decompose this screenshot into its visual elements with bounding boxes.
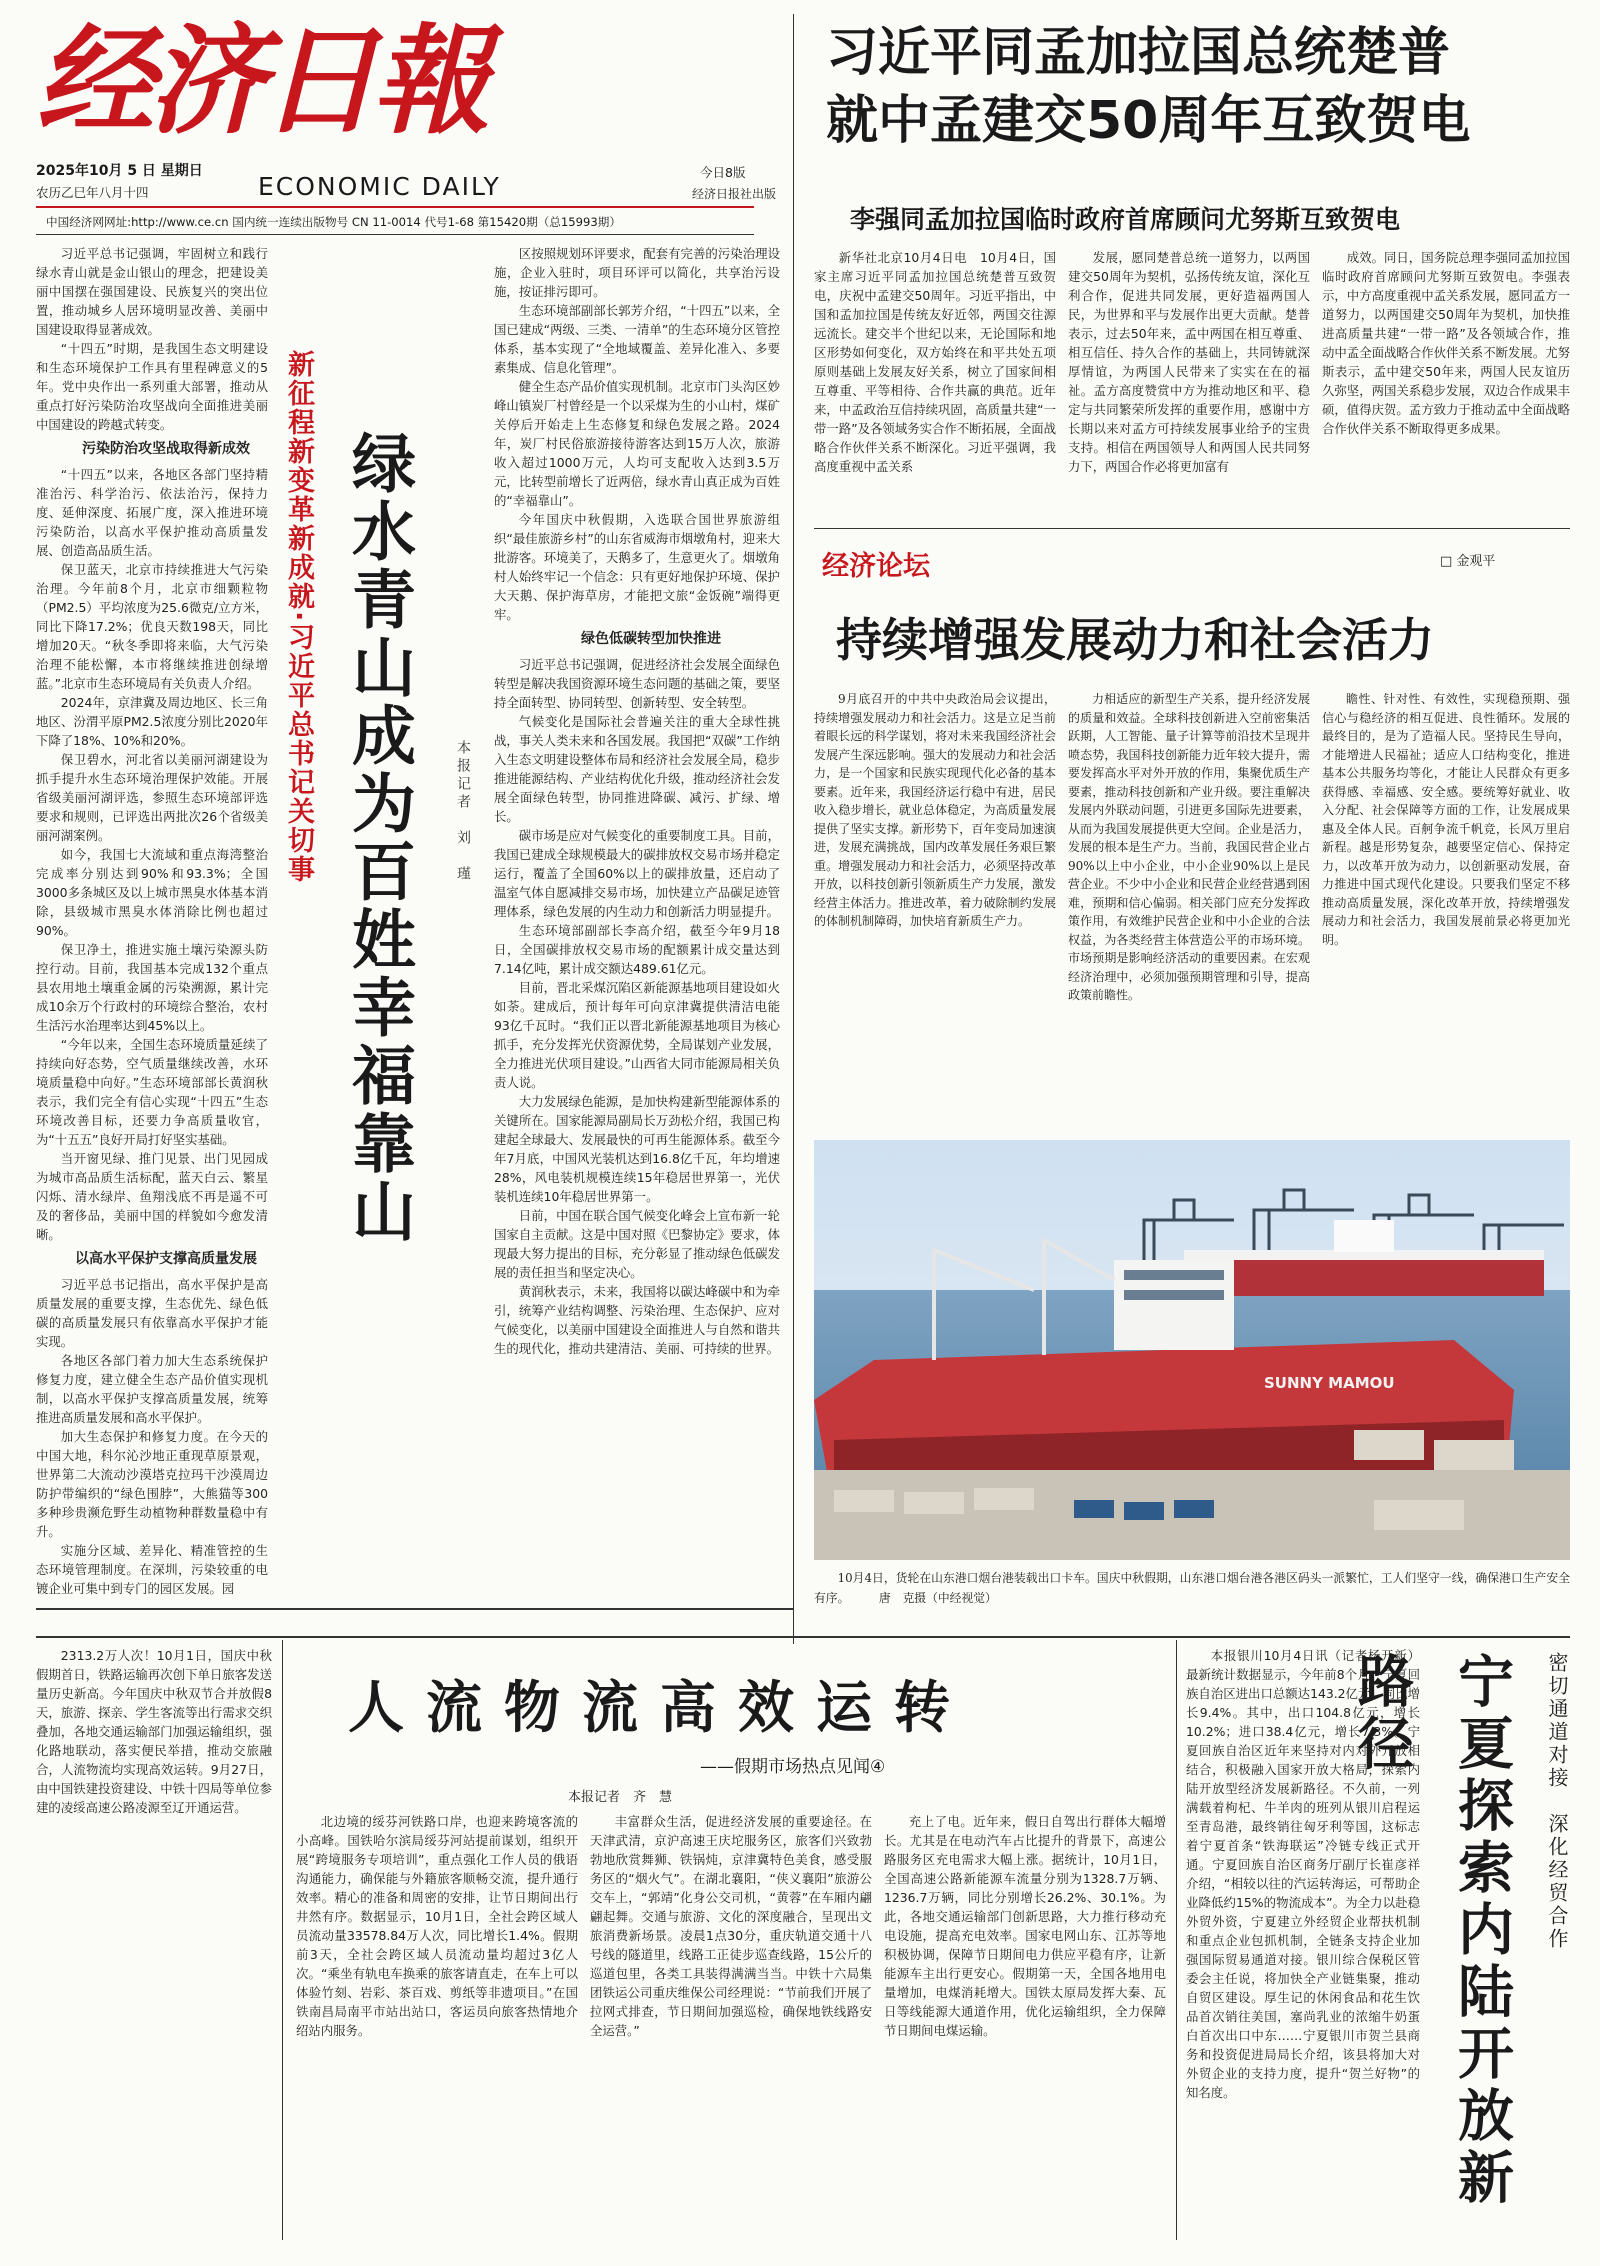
section-subhead: 绿色低碳转型加快推进 bbox=[581, 631, 721, 647]
traffic-subheadline: ——假期市场热点见闻④ bbox=[700, 1757, 886, 1777]
paragraph: 保卫蓝天，北京市持续推进大气污染治理。今年前8个月，北京市细颗粒物（PM2.5）平均浓度为25.6微克/立方米，同比下降17.2%；优良天数198天，同比增加20天。“秋冬季即将来临，大气污染治理不能松懈，本市将继续推进创绿增蓝。”北京市生态环境局有关负责人介绍。 bbox=[36, 562, 268, 691]
paragraph: 各地区各部门着力加大生态系统保护修复力度，建立健全生态产品价值实现机制，以高水平保护支撑高质量发展，统筹推进高质量发展和高水平保护。 bbox=[36, 1353, 268, 1425]
photo-caption: 10月4日，货轮在山东港口烟台港装载出口卡车。国庆中秋假期，山东港口烟台港各港区码头一派繁忙，工人们坚守一线，确保港口生产安全有序。 唐 克摄（中经视觉） bbox=[814, 1571, 1570, 1605]
paragraph: “十四五”时期，是我国生态文明建设和生态环境保护工作具有里程碑意义的5年。党中央作出一系列重大部署，推动从重点打好污染防治攻坚战向全面推进美丽中国建设的跨越式转变。 bbox=[36, 341, 268, 432]
paragraph: 2024年，京津冀及周边地区、长三角地区、汾渭平原PM2.5浓度分别比2020年下降了18%、10%和20%。 bbox=[36, 695, 268, 748]
paragraph: 碳市场是应对气候变化的重要制度工具。目前，我国已建成全球规模最大的碳排放权交易市场并稳定运行，覆盖了全国60%以上的碳排放量，还启动了温室气体自愿减排交易市场，加快建立产品碳足迹管理体系，绿色发展的内生动力和创新活力明显提升。 bbox=[494, 828, 780, 919]
ningxia-side-title: 密切通道对接 深化经贸合作 bbox=[1545, 1652, 1569, 1951]
feature-headline: 绿水青山成为百姓幸福靠山 bbox=[341, 430, 415, 1246]
forum-headline: 持续增强发展动力和社会活力 bbox=[836, 613, 1434, 667]
port-ship-image bbox=[814, 1140, 1570, 1560]
traffic-col-3: 充上了电。近年来，假日自驾出行群体大幅增长。尤其是在电动汽车占比提升的背景下，高速公路服务区充电需求大幅上涨。据统计，10月1日，全国高速公路新能源车流量分别为1328.7万辆、1236.7万辆，同比分别增长26.2%、30.1%。为此，各地交通运输部门创新思路，大力推行移动充电设施，提高充电效率。国家电网山东、江苏等地积极协调，保障节日期间电力供应平稳有序，让新能源车主出行更安心。假期第一天，全国各地用电量增加，电煤消耗增大。国铁太原局发挥大秦、瓦日等线能源大通道作用，优化运输组织，全力保障节日期间电煤运输。 bbox=[884, 1814, 1166, 2038]
forum-author: □ 金观平 bbox=[1440, 554, 1496, 569]
forum-col-2: 力相适应的新型生产关系，提升经济发展的质量和效益。全球科技创新进入空前密集活跃期，人工智能、量子计算等前沿技术呈现井喷态势，我国科技创新能力近年较大提升，需要发挥高水平对外开放的作用，集聚优质生产要素，推动科技创新和产业升级。要注重解决发展内外联动问题，引进更多国际先进要素，从而为我国发展提供更大空间。企业是活力，发展的根本是生产力。当前，我国民营企业占90%以上中小企业，中小企业90%以上是民营企业。不少中小企业和民营企业经营遇到困难，预期和信心偏弱。相关部门应充分发挥政策作用，有效维护民营企业和中小企业的合法权益，为各类经营主体营造公平的市场环境。市场预期是影响经济活动的重要因素。在宏观经济治理中，必须加强预期管理和引导，提高政策前瞻性。 bbox=[1068, 692, 1310, 1002]
paragraph: 生态环境部副部长李高介绍，截至今年9月18日，全国碳排放权交易市场的配额累计成交量达到7.14亿吨，累计成交额达489.61亿元。 bbox=[494, 923, 780, 976]
ship-name-text: SUNNY MAMOU bbox=[1264, 1374, 1395, 1392]
paragraph: 生态环境部副部长郭芳介绍，“十四五”以来，全国已建成“两级、三类、一清单”的生态环境分区管控体系，基本实现了“全地域覆盖、差异化准入、多要素集成、信息化管理”。 bbox=[494, 303, 780, 375]
feature-byline: 本报记者 刘 瑾 bbox=[455, 740, 471, 884]
section-subhead: 以高水平保护支撑高质量发展 bbox=[75, 1251, 257, 1267]
section-subhead: 污染防治攻坚战取得新成效 bbox=[82, 441, 250, 457]
lead-headline-line2: 就中孟建交50周年互致贺电 bbox=[826, 91, 1471, 151]
date-line: 2025年10月 5 日 星期日 bbox=[36, 163, 203, 179]
feature-col-1 bbox=[36, 244, 268, 1596]
traffic-byline: 本报记者 齐 慧 bbox=[568, 1790, 673, 1805]
paragraph: 气候变化是国际社会普遍关注的重大全球性挑战，事关人类未来和各国发展。我国把“双碳”工作纳入生态文明建设整体布局和经济社会发展全局，稳步推进能源结构、产业结构优化升级，推动经济社会发展全面绿色转型，协同推进降碳、减污、扩绿、增长。 bbox=[494, 714, 780, 824]
paragraph: 大力发展绿色能源，是加快构建新型能源体系的关键所在。国家能源局副局长万劲松介绍，我国已构建起全球最大、发展最快的可再生能源体系。截至今年7月底，中国风光装机达到16.8亿千瓦，年均增速28%，风电装机规模连续15年稳居世界第一，光伏装机连续10年稳居世界第一。 bbox=[494, 1094, 780, 1204]
page-count: 今日8版 bbox=[700, 165, 746, 180]
paragraph: “今年以来，全国生态环境质量延续了持续向好态势，空气质量继续改善，水环境质量稳中向好。”生态环境部部长黄润秋表示，我们完全有信心实现“十四五”生态环境改善目标，还要力争高质量收官，为“十五五”良好开局打好坚实基础。 bbox=[36, 1037, 268, 1147]
forum-col-3: 瞻性、针对性、有效性，实现稳预期、强信心与稳经济的相互促进、良性循环。发展的最终目的，是为了造福人民。坚持民生导向，才能增进人民福祉；适应人口结构变化，推进基本公共服务均等化，才能让人民群众有更多获得感、幸福感、安全感。要统筹好就业、收入分配、社会保障等方面的工作，让发展成果惠及全体人民。百舸争流千帆竞，长风万里启新程。越是形势复杂，越要坚定信心、保持定力，以改革开放为动力，以创新驱动发展，奋力推进中国式现代化建设。只要我们坚定不移推动高质量发展，深化改革开放，持续增强发展动力和社会活力，我国发展前景必将更加光明。 bbox=[1322, 692, 1570, 947]
port-photo bbox=[814, 1140, 1570, 1560]
paragraph: 今年国庆中秋假期，入选联合国世界旅游组织“最佳旅游乡村”的山东省威海市烟墩角村，迎来大批游客。环境美了，天鹅多了，生意更火了。烟墩角村人始终牢记一个信念：只有更好地保护环境、保护大天鹅、保护海草房，才能把文旅“金饭碗”端得更牢。 bbox=[494, 512, 780, 622]
publisher: 经济日报社出版 bbox=[692, 187, 777, 201]
forum-label: 经济论坛 bbox=[822, 551, 930, 582]
newspaper-logo: 经济日報 bbox=[36, 11, 485, 150]
paragraph: 保卫碧水，河北省以美丽河湖建设为抓手提升水生态环境治理保护效能。开展省级美丽河湖评选，参照生态环境部评选要求和规则，已评选出两批次26个省级美丽河湖案例。 bbox=[36, 752, 268, 843]
traffic-col-1: 北边境的绥芬河铁路口岸，也迎来跨境客流的小高峰。国铁哈尔滨局绥芬河站提前谋划，组织开展“跨境服务专项培训”，重点强化工作人员的俄语沟通能力，确保能与外籍旅客顺畅交流，提升通行效率。精心的准备和周密的安排，让节日期间出行井然有序。数据显示，10月1日，全社会跨区域人员流动量33578.84万人次，同比增长1.4%。假期前3天，全社会跨区域人员流动量均超过3亿人次。“乘坐有轨电车换乘的旅客请直走，在车上可以体验竹刻、岩彩、茶百戏、剪纸等非遗项目。”在国铁南昌局南平市站出站口，客运员向旅客热情地介绍站内服务。 bbox=[296, 1814, 578, 2038]
paragraph: 加大生态保护和修复力度。在今天的中国大地，科尔沁沙地正重现草原景观，世界第二大流动沙漠塔克拉玛干沙漠周边防护带编织的“绿色围脖”，大熊猫等300多种珍贵濒危野生动植物种群数量稳中有升。 bbox=[36, 1429, 268, 1539]
lead-col-1: 新华社北京10月4日电 10月4日，国家主席习近平同孟加拉国总统楚普互致贺电，庆祝中孟建交50周年。习近平指出，中国和孟加拉国是传统友好近邻，两国交往源远流长。建交半个世纪以来，无论国际和地区形势如何变化，双方始终在和平共处五项原则基础上发展友好关系，树立了国家间相互尊重、平等相待、合作共赢的典范。近年来，中孟政治互信持续巩固，高质量共建“一带一路”及各领域务实合作不断拓展，全面战略合作伙伴关系不断深化。习近平强调，我高度重视中孟关系 bbox=[814, 250, 1056, 474]
paragraph: 日前，中国在联合国气候变化峰会上宣布新一轮国家自主贡献。这是中国对照《巴黎协定》要求，体现最大努力提出的目标，充分彰显了推动绿色低碳发展的责任担当和坚定决心。 bbox=[494, 1208, 780, 1280]
paragraph: 实施分区域、差异化、精准管控的生态环境管理制度。在深圳，污染较重的电镀企业可集中到专门的园区发展。园 bbox=[36, 1543, 268, 1596]
forum-col-1: 9月底召开的中共中央政治局会议提出，持续增强发展动力和社会活力。这是立足当前着眼长远的科学谋划，将对未来我国经济社会发展产生深远影响。强大的发展动力和社会活力，是一个国家和民族实现现代化必备的基本要素。近年来，我国经济运行稳中有进，居民收入稳步增长，就业总体稳定，为高质量发展提供了坚实支撑。新形势下，百年变局加速演进，发展充满挑战，国内改革发展任务艰巨繁重。增强发展动力和社会活力，必须坚持改革开放，以科技创新引领新质生产力发展，激发经营主体活力。推进改革，着力破除制约发展的体制机制障碍，加快培育新质生产力。 bbox=[814, 692, 1056, 928]
lead-subheadline: 李强同孟加拉国临时政府首席顾问尤努斯互致贺电 bbox=[850, 205, 1401, 234]
paragraph: 黄润秋表示，未来，我国将以碳达峰碳中和为牵引，统筹产业结构调整、污染治理、生态保护、应对气候变化，以美丽中国建设全面推进人与自然和谐共生的现代化，推动共建清洁、美丽、可持续的世界。 bbox=[494, 1284, 780, 1356]
traffic-col-2: 丰富群众生活，促进经济发展的重要途径。在天津武清，京沪高速王庆坨服务区，旅客们兴致勃勃地欣赏舞狮、铁锅炖，京津冀特色美食，感受服务区的“烟火气”。在湖北襄阳，“侠义襄阳”旅游公交车上，“郭靖”化身公交司机，“黄蓉”在车厢内翩翩起舞。交通与旅游、文化的深度融合，呈现出文旅消费新场景。凌晨1点30分，重庆轨道交通十八号线的隧道里，线路工正徒步巡查线路，15公斤的巡道包里，各类工具装得满满当当。中铁十六局集团铁运公司重庆维保公司经理说：“节前我们开展了拉网式排查，节日期间加强巡检，确保地铁线路安全运营。” bbox=[590, 1814, 872, 2038]
feature-series-tag: 新征程新变革新成就·习近平总书记关切事 bbox=[283, 350, 314, 885]
paragraph: 习近平总书记强调，牢固树立和践行绿水青山就是金山银山的理念，把建设美丽中国摆在强国建设、民族复兴的突出位置，推动城乡人居环境明显改善、美丽中国建设取得显著成效。 bbox=[36, 246, 268, 337]
lead-headline-line1: 习近平同孟加拉国总统楚普 bbox=[826, 23, 1451, 83]
feature-col-2 bbox=[494, 244, 780, 1356]
paragraph: 目前，晋北采煤沉陷区新能源基地项目建设如火如荼。建成后，预计每年可向京津冀提供清洁电能93亿千瓦时。“我们正以晋北新能源基地项目为核心抓手，充分发挥光伏资源优势，全局谋划产业发展，全力推进光伏项目建设。”山西省大同市能源局相关负责人说。 bbox=[494, 980, 780, 1090]
lunar-date: 农历乙巳年八月十四 bbox=[36, 185, 149, 200]
ningxia-headline: 宁夏探索内陆开放新路径 bbox=[1349, 1652, 1515, 2210]
traffic-sidebar: 2313.2万人次！10月1日，国庆中秋假期首日，铁路运输再次创下单日旅客发送量历史新高。今年国庆中秋双节合并放假8天，旅游、探亲、学生客流等出行需求交织叠加，各地交通运输部门加强运输组织，强化路地联动，落实便民举措，推动交旅融合，人流物流均实现高效运转。9月27日，由中国铁建投资建设、中铁十四局等单位参建的凌绥高速公路凌源至辽开通运营。 bbox=[36, 1648, 272, 1815]
ningxia-text: 本报银川10月4日讯（记者杨开新）最新统计数据显示，今年前8个月，宁夏回族自治区进出口总额达143.2亿元，同比增长9.4%。其中，出口104.8亿元，增长10.2%；进口38.4亿元，增长7.3%。宁夏回族自治区近年来坚持对内对外开放相结合，积极融入国家开放大格局，探索内陆开放型经济发展新路径。不久前，一列满载着枸杞、牛羊肉的班列从银川启程运至青岛港，最终销往匈牙利等国，这标志着宁夏首条“铁海联运”冷链专线正式开通。宁夏回族自治区商务厅副厅长崔彦祥介绍，“相较以往的汽运转海运，可帮助企业降低约15%的物流成本”。为全力以赴稳外贸外资，宁夏建立外经贸企业帮扶机制和重点企业包抓机制，全链条支持企业加强国际贸易通道对接。银川综合保税区管委会主任说，将加快全产业链集聚，推动自贸区建设。厚生记的休闲食品和花生饮品首次销往美国，塞尚乳业的浓缩牛奶蛋白首次出口中东……宁夏银川市贺兰县商务和投资促进局局长介绍，该县将加大对外贸企业的支持力度，提升“贺兰好物”的知名度。 bbox=[1186, 1648, 1420, 2100]
publication-info: 中国经济网网址:http://www.ce.cn 国内统一连续出版物号 CN 11-0014 代号1-68 第15420期（总15993期） bbox=[46, 215, 621, 229]
paragraph: “十四五”以来，各地区各部门坚持精准治污、科学治污、依法治污，保持力度、延伸深度、拓展广度，深入推进环境污染防治，以高水平保护推动高质量发展、创造高品质生活。 bbox=[36, 467, 268, 558]
paragraph: 如今，我国七大流域和重点海湾整治完成率分别达到90%和93.3%；全国3000多条城区及以上城市黑臭水体基本消除，县级城市黑臭水体消除比例也超过90%。 bbox=[36, 847, 268, 938]
paragraph: 习近平总书记指出，高水平保护是高质量发展的重要支撑，生态优先、绿色低碳的高质量发展只有依靠高水平保护才能实现。 bbox=[36, 1277, 268, 1349]
paragraph: 当开窗见绿、推门见景、出门见园成为城市高品质生活标配，蓝天白云、繁星闪烁、清水绿岸、鱼翔浅底不再是遥不可及的奢侈品，美丽中国的样貌如今愈发清晰。 bbox=[36, 1151, 268, 1242]
paragraph: 习近平总书记强调，促进经济社会发展全面绿色转型是解决我国资源环境生态问题的基础之策，要坚持全面转型、协同转型、创新转型、安全转型。 bbox=[494, 657, 780, 710]
paragraph: 保卫净土，推进实施土壤污染源头防控行动。目前，我国基本完成132个重点县农用地土壤重金属的污染溯源，累计完成10余万个行政村的环境综合整治，农村生活污水治理率达到45%以上。 bbox=[36, 942, 268, 1033]
traffic-headline: 人流物流高效运转 bbox=[348, 1675, 972, 1741]
lead-col-3: 成效。同日，国务院总理李强同孟加拉国临时政府首席顾问尤努斯互致贺电。李强表示，中方高度重视中孟关系发展，愿同孟方一道努力，以两国建交50周年为契机，加快推进高质量共建“一带一路”及各领域合作，推动中孟全面战略合作伙伴关系不断发展。尤努斯表示，孟中建交50年来，两国人民友谊历久弥坚，两国关系稳步发展，双边合作成果丰硕，值得庆贺。孟方致力于推动孟中全面战略合作伙伴关系不断取得更多成果。 bbox=[1322, 250, 1570, 436]
english-name: ECONOMIC DAILY bbox=[258, 172, 501, 201]
paragraph: 健全生态产品价值实现机制。北京市门头沟区妙峰山镇炭厂村曾经是一个以采煤为生的小山村，煤矿关停后开始走上生态修复和绿色发展之路。2024年，炭厂村民俗旅游接待游客达到15万人次，旅游收入超过1000万元，人均可支配收入达到3.5万元，比转型前增长了近两倍，绿水青山真正成为百姓的“幸福靠山”。 bbox=[494, 379, 780, 508]
paragraph: 区按照规划环评要求，配套有完善的污染治理设施，企业入驻时，项目环评可以简化，共享治污设施，按证排污即可。 bbox=[494, 246, 780, 299]
lead-col-2: 发展，愿同楚普总统一道努力，以两国建交50周年为契机，弘扬传统友谊，深化互利合作，促进共同发展，更好造福两国人民，为世界和平与发展作出更大贡献。楚普表示，过去50年来，孟中两国在相互尊重、相互信任、持久合作的基础上，共同铸就深厚情谊，为两国人民带来了实实在在的福祉。孟方高度赞赏中方为推动地区和平、稳定与共同繁荣所发挥的重要作用，感谢中方长期以来对孟方可持续发展事业给予的宝贵支持。相信在两国领导人和两国人民共同努力下，两国合作必将更加富有 bbox=[1068, 250, 1310, 474]
